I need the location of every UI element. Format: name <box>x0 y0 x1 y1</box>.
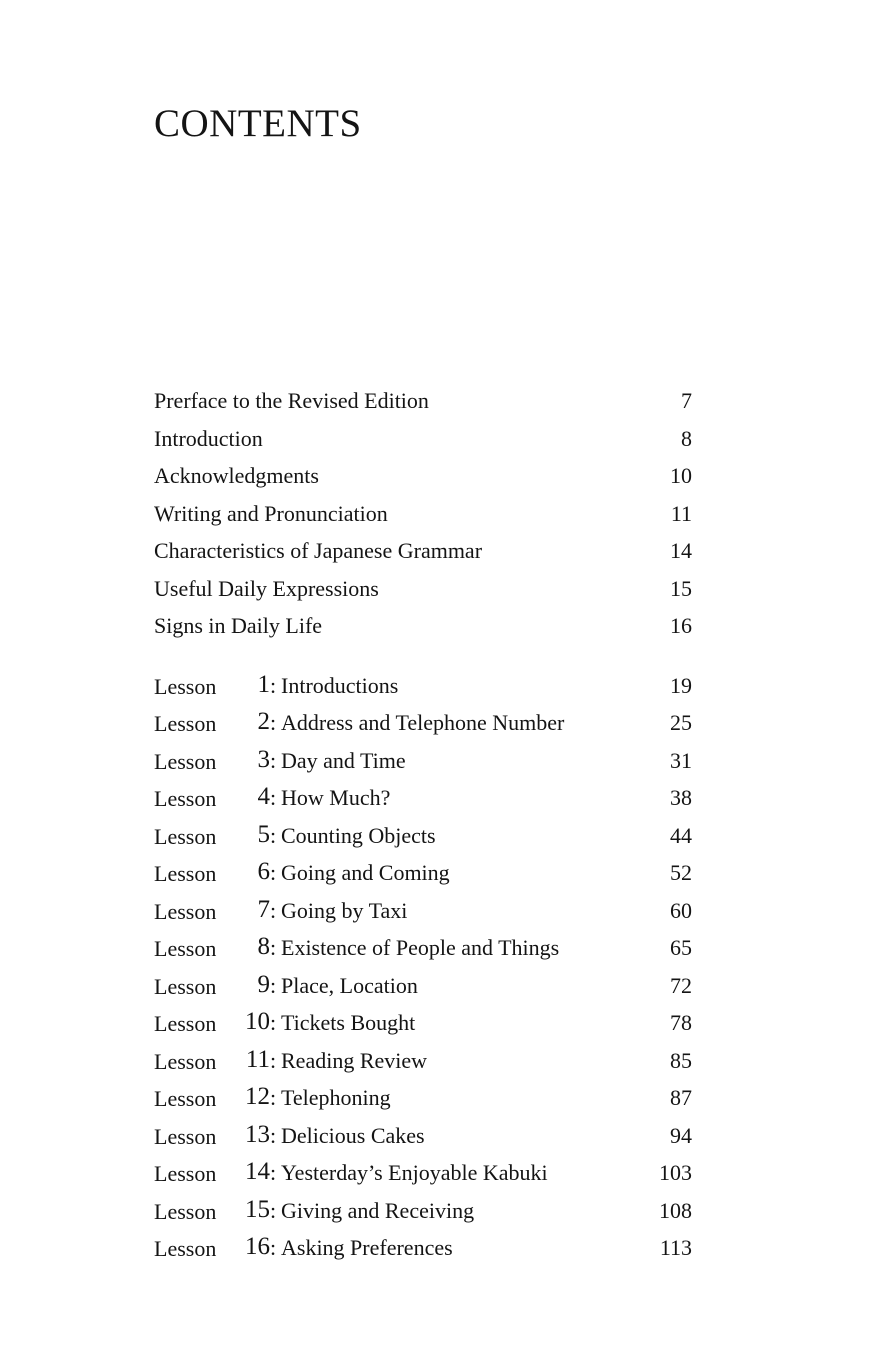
lesson-title: Counting Objects <box>281 822 436 848</box>
lesson-colon: : <box>270 785 277 810</box>
lesson-number: 13 <box>245 1120 270 1148</box>
table-of-contents <box>154 382 692 1267</box>
lesson-page: 65 <box>670 935 692 960</box>
lesson-title: Asking Preferences <box>281 1235 453 1260</box>
toc-entry <box>154 420 692 458</box>
lesson-page: 25 <box>670 710 692 735</box>
lesson-entry <box>154 892 692 930</box>
toc-entry-title: Prerface to the Revised Edition <box>154 388 429 413</box>
lesson-number: 4 <box>257 783 270 810</box>
toc-entry <box>154 570 692 608</box>
lesson-colon: : <box>270 710 277 735</box>
lesson-title: Telephoning <box>281 1085 391 1110</box>
lesson-number: 7 <box>257 895 270 923</box>
lesson-number: 5 <box>257 820 270 848</box>
lesson-title: Existence of People and Things <box>281 935 560 960</box>
lesson-page: 113 <box>659 1235 692 1260</box>
lesson-colon: : <box>270 935 277 960</box>
lesson-colon: : <box>270 1160 277 1185</box>
lesson-colon: : <box>270 897 277 923</box>
lesson-page: 94 <box>670 1122 692 1148</box>
lesson-label: Lesson <box>154 1198 217 1224</box>
toc-entry-page: 15 <box>670 575 692 601</box>
toc-entry-title: Introduction <box>154 425 263 451</box>
lesson-entry <box>154 967 692 1005</box>
lesson-entry <box>154 854 692 892</box>
toc-entry-page: 7 <box>681 388 692 413</box>
lesson-number: 10 <box>245 1008 270 1035</box>
section-spacer <box>154 645 692 667</box>
toc-entry-page: 11 <box>670 500 692 526</box>
lesson-colon: : <box>270 822 277 848</box>
lesson-entry <box>154 1117 692 1155</box>
toc-entry-page: 8 <box>681 425 692 451</box>
lesson-page: 108 <box>659 1197 692 1223</box>
lesson-label: Lesson <box>154 1123 217 1149</box>
lesson-number: 1 <box>257 670 270 698</box>
toc-entry <box>154 495 692 533</box>
lesson-number: 9 <box>257 970 270 998</box>
toc-entry <box>154 382 692 420</box>
lesson-label: Lesson <box>154 898 217 924</box>
lesson-list <box>154 667 692 1267</box>
lesson-label: Lesson <box>154 711 217 736</box>
lesson-number: 14 <box>245 1158 270 1185</box>
lesson-page: 60 <box>670 897 692 923</box>
lesson-page: 31 <box>670 747 692 773</box>
lesson-title: Introductions <box>281 672 399 698</box>
lesson-colon: : <box>270 747 277 773</box>
lesson-page: 85 <box>670 1047 692 1073</box>
lesson-colon: : <box>270 1235 277 1260</box>
lesson-colon: : <box>270 1122 277 1148</box>
lesson-label: Lesson <box>154 748 217 774</box>
lesson-colon: : <box>270 972 277 998</box>
lesson-title: Yesterday’s Enjoyable Kabuki <box>281 1160 548 1185</box>
lesson-colon: : <box>270 1010 277 1035</box>
page-title: CONTENTS <box>154 102 362 145</box>
lesson-label: Lesson <box>154 936 217 961</box>
lesson-title: Giving and Receiving <box>281 1197 475 1223</box>
lesson-label: Lesson <box>154 786 217 811</box>
toc-entry-page: 10 <box>670 463 692 488</box>
toc-entry-title: Writing and Pronunciation <box>154 500 388 526</box>
lesson-colon: : <box>270 860 277 885</box>
lesson-entry <box>154 667 692 705</box>
lesson-title: Tickets Bought <box>281 1010 416 1035</box>
lesson-entry <box>154 1229 692 1267</box>
lesson-entry <box>154 1154 692 1192</box>
lesson-label: Lesson <box>154 823 217 849</box>
lesson-colon: : <box>270 672 277 698</box>
toc-entry <box>154 457 692 495</box>
lesson-entry <box>154 1042 692 1080</box>
lesson-number: 2 <box>257 708 270 735</box>
lesson-page: 52 <box>670 860 692 885</box>
lesson-label: Lesson <box>154 1011 217 1036</box>
lesson-title: Reading Review <box>281 1047 428 1073</box>
toc-entry-title: Signs in Daily Life <box>154 613 323 638</box>
lesson-colon: : <box>270 1085 277 1110</box>
lesson-entry <box>154 779 692 817</box>
lesson-number: 16 <box>245 1233 270 1260</box>
lesson-title: Going by Taxi <box>281 897 408 923</box>
lesson-label: Lesson <box>154 1048 217 1074</box>
lesson-entry <box>154 1192 692 1230</box>
lesson-title: Address and Telephone Number <box>281 710 565 735</box>
lesson-entry <box>154 1004 692 1042</box>
lesson-entry <box>154 742 692 780</box>
lesson-colon: : <box>270 1047 277 1073</box>
lesson-page: 19 <box>670 672 692 698</box>
lesson-entry <box>154 704 692 742</box>
lesson-page: 87 <box>670 1085 692 1110</box>
toc-entry-page: 16 <box>670 613 692 638</box>
lesson-page: 38 <box>670 785 692 810</box>
lesson-page: 72 <box>670 972 692 998</box>
toc-entry-title: Useful Daily Expressions <box>154 575 379 601</box>
lesson-label: Lesson <box>154 1161 217 1186</box>
lesson-title: How Much? <box>281 785 391 810</box>
lesson-entry <box>154 929 692 967</box>
lesson-page: 44 <box>670 822 692 848</box>
lesson-label: Lesson <box>154 1086 217 1111</box>
lesson-entry <box>154 1079 692 1117</box>
front-matter-list <box>154 382 692 645</box>
lesson-title: Delicious Cakes <box>281 1122 425 1148</box>
lesson-title: Day and Time <box>281 747 406 773</box>
lesson-entry <box>154 817 692 855</box>
lesson-number: 12 <box>245 1083 270 1110</box>
lesson-label: Lesson <box>154 1236 217 1261</box>
toc-entry-page: 14 <box>670 538 692 563</box>
lesson-number: 6 <box>257 858 270 885</box>
toc-entry <box>154 532 692 570</box>
lesson-title: Going and Coming <box>281 860 450 885</box>
lesson-page: 78 <box>670 1010 692 1035</box>
lesson-number: 3 <box>257 745 270 773</box>
toc-entry-title: Characteristics of Japanese Grammar <box>154 538 483 563</box>
lesson-label: Lesson <box>154 673 217 699</box>
toc-entry-title: Acknowledgments <box>154 463 319 488</box>
lesson-colon: : <box>270 1197 277 1223</box>
lesson-label: Lesson <box>154 861 217 886</box>
lesson-number: 11 <box>245 1045 270 1073</box>
lesson-page: 103 <box>659 1160 692 1185</box>
lesson-number: 15 <box>245 1195 270 1223</box>
toc-entry <box>154 607 692 645</box>
lesson-title: Place, Location <box>281 972 418 998</box>
lesson-number: 8 <box>257 933 270 960</box>
lesson-label: Lesson <box>154 973 217 999</box>
